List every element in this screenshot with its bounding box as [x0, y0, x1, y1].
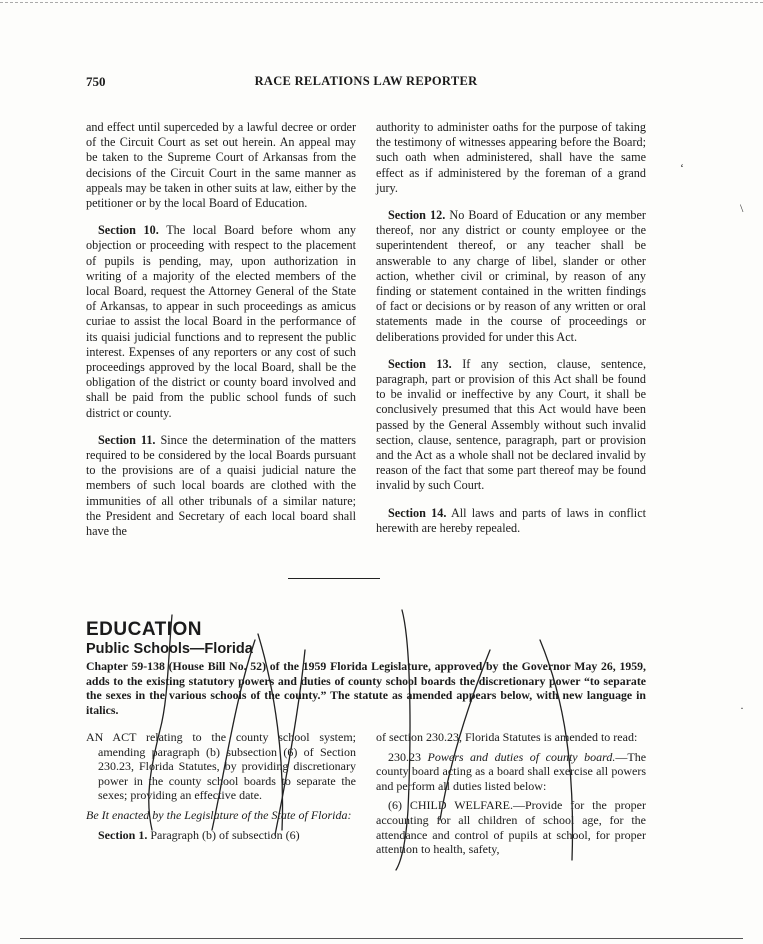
section-11-text: Since the determination of the matters required to be considered by the local Boards pursuant to the provisions are of a quaisi judicial nature the members of such local boards are clothed with the immunities of all other tribunals of a similar nature; the President and Secretary of each local board shall have the [86, 432, 356, 539]
education-title: EDUCATION [86, 619, 203, 640]
education-heading [86, 620, 253, 658]
child-welfare-text: —Provide for the proper accounting for all children of school age, for the attendance and control of pupils at school, for proper attention to health, safety, [376, 798, 646, 857]
margin-tick: \ [740, 201, 744, 215]
chapter-summary [86, 659, 646, 717]
act-title-text: AN ACT relating to the county school system; amending paragraph (b) subsection (6) of Section 230.23, Florida Statutes, by providing discretionary power in the county school boards to separate the sexes; providing an effective date. [86, 730, 356, 803]
statute-heading: Powers and duties of county board. [427, 749, 616, 764]
continuation-paragraph [86, 120, 356, 211]
section-14-label: Section 14. [388, 505, 447, 520]
oath-text: authority to administer oaths for the purpose of taking the testimony of witnesses appearing before the Board; such oath when administered, shall have the same effect as if administered by the foreman of a grand jury. [376, 120, 646, 195]
section-12 [376, 208, 646, 345]
page-header [86, 74, 646, 92]
child-welfare-label: (6) CHILD WELFARE. [388, 798, 513, 813]
act-title [86, 730, 356, 803]
enacting-clause-text: Be It enacted by the Legislature of the State of Florida: [86, 807, 352, 822]
continuation-text: and effect until superceded by a lawful decree or order of the Circuit Court as set out herein. An appeal may be taken to the Supreme Court of Arkansas from the decisions of the Circuit Court in the same manner as appeals may be taken in other suits at law, either by the petitioner or by the local Board of Education. [86, 120, 356, 211]
section-12-text: No Board of Education or any member thereof, nor any district or county employee or the superintendent thereof, or any teacher shall be answerable to any charge of libel, slander or other action, whether civil or criminal, by reason of any finding or statement contained in the written findings of fact or decisions or by reason of any written or oral statements made in the course of proceedings or deliberations provided for under this Act. [376, 208, 646, 344]
enacting-clause [86, 808, 356, 823]
section-10 [86, 223, 356, 421]
section-1 [86, 828, 356, 843]
bottom-border [20, 938, 743, 939]
section-divider [288, 578, 380, 579]
section-11-label: Section 11. [98, 432, 156, 447]
section-14 [376, 506, 646, 536]
section-12-label: Section 12. [388, 208, 446, 223]
statute-text: —The county board acting as a board shall exercise all powers and perform all duties listed below: [376, 749, 647, 793]
chapter-summary-text: Chapter 59-138 (House Bill No. 52) of the 1959 Florida Legislature, approved by the Governor May 26, 1959, adds to the existing statutory powers and duties of county school boards the discretionary power “to separate the sexes in the various schools of the county.” The statute as amended appears below, with new language in italics. [86, 659, 646, 717]
top-border [0, 2, 763, 3]
amend-intro-text: of section 230.23, Florida Statutes is amended to read: [376, 730, 638, 744]
amend-intro [376, 730, 646, 745]
page-number: 750 [86, 74, 106, 89]
section-10-text: The local Board before whom any objection or proceeding with respect to the placement of pupils is pending, may, upon authorization in writing of a majority of the elected members of the local Board, request the Attorney General of the State of Arkansas, to appear in such proceedings as amicus curiae to assist the local Board in the performance of its quaisi judicial functions and to represent the public interest. Expenses of any reporters or any cost of such proceedings approved by the local Board, shall be the obligation of the district or county board involved and shall be paid from the public school funds of such district or county. [86, 223, 357, 420]
margin-tick: · [740, 701, 744, 715]
education-subtitle: Public Schools—Florida [86, 641, 253, 657]
section-14-text: All laws and parts of laws in conflict herewith are hereby repealed. [376, 505, 646, 535]
upper-right-column [376, 120, 646, 548]
oath-paragraph [376, 120, 646, 196]
child-welfare [376, 798, 646, 856]
section-13 [376, 357, 646, 494]
margin-tick: ‘ [680, 161, 684, 175]
section-1-label: Section 1. [98, 827, 148, 842]
lower-right-column [376, 730, 646, 862]
lower-left-column [86, 730, 356, 847]
section-13-text: If any section, clause, sentence, paragraph, part or provision of this Act shall be found to be invalid or ineffective by any Court, it shall be conclusively presumed that this Act would have been passed by the General Assembly without such invalid section, clause, sentence, paragraph, part or provision and the Act as a whole shall not be declared invalid by reason of the fact that some part thereof may be found invalid by such Court. [376, 356, 647, 493]
section-1-text: Paragraph (b) of subsection (6) [150, 827, 300, 842]
running-head: RACE RELATIONS LAW REPORTER [254, 74, 478, 88]
statute-230-23 [376, 750, 646, 794]
upper-left-column [86, 120, 356, 551]
statute-number: 230.23 [388, 749, 421, 764]
section-11 [86, 433, 356, 539]
section-13-label: Section 13. [388, 356, 452, 371]
section-10-label: Section 10. [98, 223, 159, 238]
